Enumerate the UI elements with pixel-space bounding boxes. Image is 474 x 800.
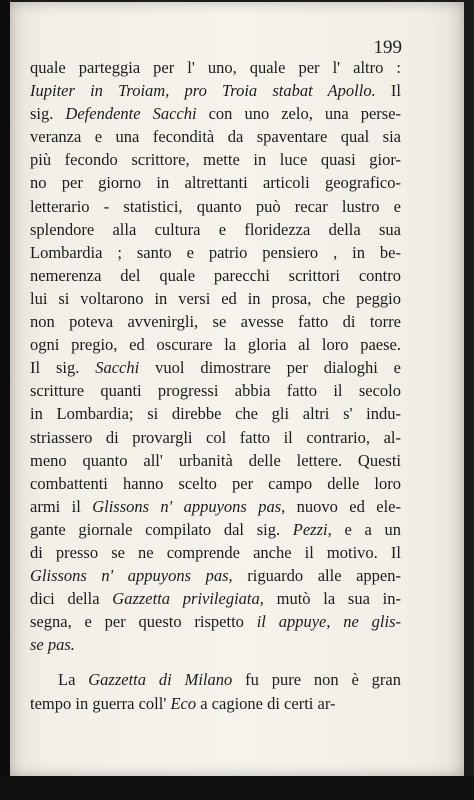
text-line	[30, 148, 401, 171]
text-run: con uno zelo, una perse-	[196, 104, 401, 124]
text-run: ogni pregio, ed oscurare la gloria al loro paese.	[30, 335, 401, 355]
text-run: dici della	[30, 589, 113, 609]
text-line	[30, 402, 401, 425]
text-run: in Lombardia; si direbbe che gli altri s' indu-	[30, 404, 401, 424]
text-run: scritture quanti progressi abbia fatto il secolo	[30, 381, 401, 401]
text-run: veranza e una fecondità da spaventare qual sia	[30, 127, 401, 147]
italic-text: il appuye, ne glis-	[256, 612, 401, 632]
italic-text: Pezzi,	[292, 519, 332, 539]
bottom-edge-shadow	[0, 776, 474, 800]
text-run: armi il	[30, 496, 93, 516]
text-line	[30, 633, 401, 656]
text-run: a cagione di certi ar-	[196, 693, 336, 713]
text-run: più fecondo scrittore, mette in luce quasi gior-	[30, 150, 401, 170]
text-run: striassero di provargli col fatto il contrario, al-	[30, 427, 401, 447]
italic-text: Sacchi	[95, 358, 140, 378]
italic-text: Iupiter in Troiam, pro Troia stabat Apollo.	[30, 81, 376, 101]
text-line	[30, 379, 401, 402]
text-line	[30, 472, 401, 495]
text-line	[30, 264, 401, 287]
text-run: splendore alla cultura e floridezza della sua	[30, 219, 401, 239]
text-run: nuovo ed ele-	[285, 496, 401, 516]
italic-text: Defendente Sacchi	[65, 104, 197, 124]
text-run: meno quanto all' urbanità delle lettere. Questi	[30, 450, 401, 470]
text-run: combattenti hanno scelto per campo delle loro	[30, 473, 401, 493]
text-line	[30, 125, 401, 148]
text-line	[30, 426, 401, 449]
body-text	[30, 56, 401, 715]
text-run: quale parteggia per l' uno, quale per l' altro :	[30, 58, 401, 77]
text-run: non poteva avvenirgli, se avesse fatto di torre	[30, 312, 401, 332]
text-line	[30, 333, 401, 356]
text-line	[30, 218, 401, 241]
text-run: riguardo alle appen-	[232, 566, 401, 586]
text-run: Il sig.	[30, 358, 96, 378]
text-run: gante giornale compilato dal sig.	[30, 519, 293, 539]
text-run: e a un	[331, 519, 401, 539]
text-line	[30, 449, 401, 472]
text-line	[30, 287, 401, 310]
text-run: Il	[375, 81, 401, 101]
text-line	[30, 564, 401, 587]
text-line	[30, 610, 401, 633]
text-run: vuol dimostrare per dialoghi e	[139, 358, 401, 378]
paragraph	[30, 56, 401, 656]
text-run: letterario - statistici, quanto può recar lustro e	[30, 196, 401, 216]
text-line	[30, 171, 401, 194]
text-run: lui si voltarono in versi ed in prosa, che peggio	[30, 288, 401, 308]
italic-text: Gazzetta privilegiata,	[112, 589, 264, 609]
text-line	[30, 518, 401, 541]
text-line	[30, 495, 401, 518]
text-run: nemerenza del quale parecchi scrittori contro	[30, 265, 401, 285]
italic-text: Glissons n' appuyons pas,	[92, 496, 286, 516]
text-line	[30, 668, 401, 691]
text-line	[30, 310, 401, 333]
text-line	[30, 56, 401, 79]
text-run: no per giorno in altrettanti articoli geografico-	[30, 173, 401, 193]
paragraph	[30, 668, 401, 714]
italic-text: se pas.	[30, 635, 75, 655]
text-run: La	[58, 670, 89, 690]
text-run: Lombardia ; santo e patrio pensiero , in be-	[30, 242, 401, 262]
text-run: tempo in guerra coll'	[30, 693, 171, 713]
text-run: di presso se ne comprende anche il motivo. Il	[30, 542, 401, 562]
text-run: segna, e per questo rispetto	[30, 612, 257, 632]
italic-text: Glissons n' appuyons pas,	[30, 566, 233, 586]
text-line	[30, 356, 401, 379]
text-line	[30, 79, 401, 102]
text-line	[30, 587, 401, 610]
text-line	[30, 195, 401, 218]
text-run: fu pure non è gran	[232, 670, 401, 690]
text-line	[30, 102, 401, 125]
italic-text: Gazzetta di Milano	[88, 670, 233, 690]
page-number: 199	[373, 37, 402, 58]
text-line	[30, 541, 401, 564]
italic-text: Eco	[170, 693, 197, 713]
page-gutter-shadow	[0, 0, 10, 800]
text-run: mutò la sua in-	[263, 589, 401, 609]
paragraph-gap	[30, 656, 401, 668]
text-run: sig.	[30, 104, 66, 124]
text-line	[30, 692, 401, 715]
text-line	[30, 241, 401, 264]
